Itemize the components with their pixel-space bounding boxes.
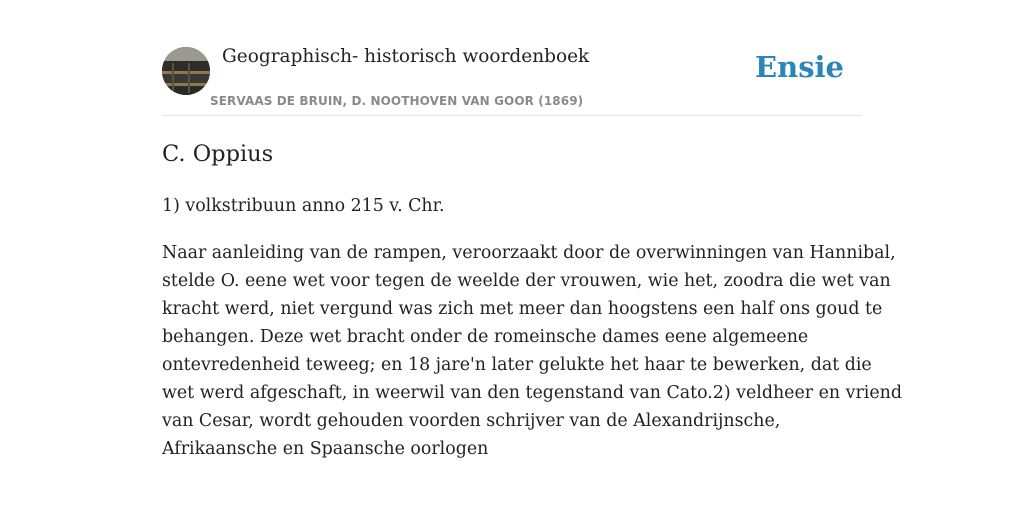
paragraph-line: wet werd afgeschaft, in weerwil van den tegenstand van Cato.2) veldheer en vriend — [162, 383, 902, 403]
paragraph-line: kracht werd, niet vergund was zich met meer dan hoogstens een half ons goud te — [162, 299, 883, 319]
paragraph-line: Naar aanleiding van de rampen, veroorzaakt door de overwinningen van Hannibal, — [162, 243, 896, 263]
entry-paragraph-2 — [162, 239, 902, 463]
book-authors-byline: SERVAAS DE BRUIN, D. NOOTHOVEN VAN GOOR (1869) — [210, 94, 584, 108]
paragraph-line: stelde O. eene wet voor tegen de weelde der vrouwen, wie het, zoodra die wet van — [162, 271, 891, 291]
book-title[interactable]: Geographisch- historisch woordenboek — [222, 46, 590, 67]
paragraph-line: Afrikaansche en Spaansche oorlogen — [162, 439, 489, 459]
paragraph-line: van Cesar, wordt gehouden voorden schrijver van de Alexandrijnsche, — [162, 411, 781, 431]
paragraph-line: ontevredenheid teweeg; en 18 jare'n later gelukte het haar te bewerken, dat die — [162, 355, 872, 375]
book-cover-avatar[interactable] — [162, 47, 210, 95]
paragraph-line: behangen. Deze wet bracht onder de romeinsche dames eene algemeene — [162, 327, 809, 347]
ensie-logo-link[interactable]: Ensie — [755, 50, 844, 84]
entry-title: C. Oppius — [162, 141, 274, 167]
entry-paragraph-1: 1) volkstribuun anno 215 v. Chr. — [162, 196, 445, 216]
page-container — [162, 0, 902, 459]
book-spines-icon — [162, 47, 210, 95]
header — [162, 0, 862, 116]
